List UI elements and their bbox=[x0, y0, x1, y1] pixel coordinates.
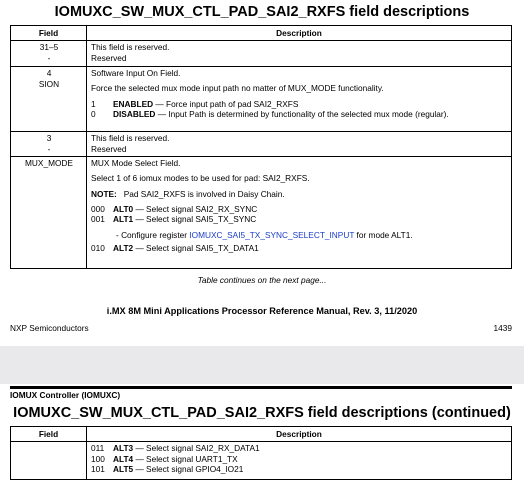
section-header: IOMUX Controller (IOMUXC) bbox=[10, 390, 121, 400]
enum-code: 000 bbox=[91, 203, 105, 214]
table-row bbox=[11, 157, 512, 269]
enum-text: — Select signal GPIO4_IO21 bbox=[133, 464, 244, 474]
register-link[interactable]: IOMUXC_SAI5_TX_SYNC_SELECT_INPUT bbox=[189, 229, 355, 240]
enum-name: ALT0 bbox=[113, 203, 134, 214]
enum-code: 010 bbox=[91, 243, 105, 254]
enum-text: — Select signal SAI5_TX_SYNC bbox=[133, 214, 257, 225]
enum-code: 1 bbox=[91, 98, 96, 109]
description-cell bbox=[87, 157, 512, 269]
enum-code: 011 bbox=[91, 443, 105, 453]
description-line: This field is reserved. bbox=[91, 133, 170, 143]
header-rule bbox=[10, 386, 512, 389]
table-title-continued: IOMUXC_SW_MUX_CTL_PAD_SAI2_RXFS field descriptions (continued) bbox=[13, 405, 511, 421]
description-cell bbox=[87, 41, 512, 67]
field-cell bbox=[11, 157, 87, 269]
description-line: This field is reserved. bbox=[91, 42, 170, 52]
note-label: NOTE: bbox=[91, 188, 117, 199]
description-line: Force the selected mux mode input path no matter of MUX_MODE functionality. bbox=[91, 83, 384, 94]
enum-text: — Select signal UART1_TX bbox=[133, 453, 238, 464]
enum-code: 0 bbox=[91, 109, 96, 120]
enum-name: ALT5 bbox=[113, 464, 134, 474]
table-row bbox=[11, 132, 512, 157]
enum-text: — Select signal SAI2_RX_DATA1 bbox=[133, 443, 260, 453]
bit-range: 31–5 bbox=[39, 42, 59, 52]
enum-name: DISABLED bbox=[113, 109, 156, 120]
field-cell bbox=[11, 67, 87, 132]
table-continues-note: Table continues on the next page... bbox=[197, 275, 327, 285]
description-cell bbox=[87, 442, 512, 480]
config-note bbox=[91, 230, 508, 241]
config-text: - Configure register bbox=[116, 229, 190, 240]
enum-text: — Select signal SAI5_TX_DATA1 bbox=[133, 243, 259, 254]
field-name: MUX_MODE bbox=[25, 158, 73, 168]
enum-name: ALT2 bbox=[113, 243, 134, 254]
company-name: NXP Semiconductors bbox=[10, 323, 89, 333]
description-cell bbox=[87, 67, 512, 132]
description-line: Reserved bbox=[91, 52, 127, 63]
enum-name: ALT4 bbox=[113, 453, 134, 464]
enum-code: 100 bbox=[91, 453, 105, 464]
description-line: Reserved bbox=[91, 143, 127, 154]
enum-text: — Input Path is determined by functionality of the selected mux mode (regular). bbox=[155, 109, 449, 120]
config-text: for mode ALT1. bbox=[354, 229, 413, 240]
enum-option bbox=[91, 214, 508, 225]
table-row bbox=[11, 442, 512, 480]
bit-range: 4 bbox=[46, 68, 52, 78]
enum-text: — Select signal SAI2_RX_SYNC bbox=[133, 203, 258, 214]
field-descriptions-table-continued bbox=[10, 426, 512, 480]
enum-code: 001 bbox=[91, 214, 105, 225]
enum-text: — Force input path of pad SAI2_RXFS bbox=[153, 98, 299, 109]
manual-title: i.MX 8M Mini Applications Processor Reference Manual, Rev. 3, 11/2020 bbox=[106, 306, 418, 316]
enum-option bbox=[91, 443, 508, 454]
enum-name: ALT1 bbox=[113, 214, 134, 225]
bit-range: 3 bbox=[46, 133, 52, 143]
field-descriptions-table bbox=[10, 25, 512, 269]
enum-option bbox=[91, 464, 508, 475]
field-name: - bbox=[47, 143, 51, 154]
enum-option bbox=[91, 109, 508, 120]
table-title: IOMUXC_SW_MUX_CTL_PAD_SAI2_RXFS field descriptions bbox=[54, 4, 470, 20]
description-cell bbox=[87, 132, 512, 157]
field-name: SION bbox=[38, 78, 60, 89]
enum-code: 101 bbox=[91, 464, 105, 474]
column-header-description: Description bbox=[87, 26, 512, 41]
enum-option bbox=[91, 204, 508, 215]
description-line: MUX Mode Select Field. bbox=[91, 158, 181, 168]
column-header-description: Description bbox=[87, 427, 512, 442]
table-row bbox=[11, 67, 512, 132]
page-number: 1439 bbox=[493, 323, 512, 333]
enum-option bbox=[91, 243, 508, 254]
note-text: Pad SAI2_RXFS is involved in Daisy Chain. bbox=[123, 188, 285, 199]
page-separator bbox=[0, 346, 524, 384]
field-cell bbox=[11, 442, 87, 480]
field-cell bbox=[11, 41, 87, 67]
enum-option bbox=[91, 99, 508, 110]
enum-name: ENABLED bbox=[113, 98, 154, 109]
column-header-field: Field bbox=[11, 26, 87, 41]
field-name: - bbox=[47, 52, 51, 63]
column-header-field: Field bbox=[11, 427, 87, 442]
enum-option bbox=[91, 454, 508, 465]
note bbox=[91, 189, 508, 200]
table-row bbox=[11, 41, 512, 67]
description-line: Select 1 of 6 iomux modes to be used for pad: SAI2_RXFS. bbox=[91, 173, 310, 184]
field-cell bbox=[11, 132, 87, 157]
enum-name: ALT3 bbox=[113, 443, 134, 453]
description-line: Software Input On Field. bbox=[91, 68, 181, 78]
